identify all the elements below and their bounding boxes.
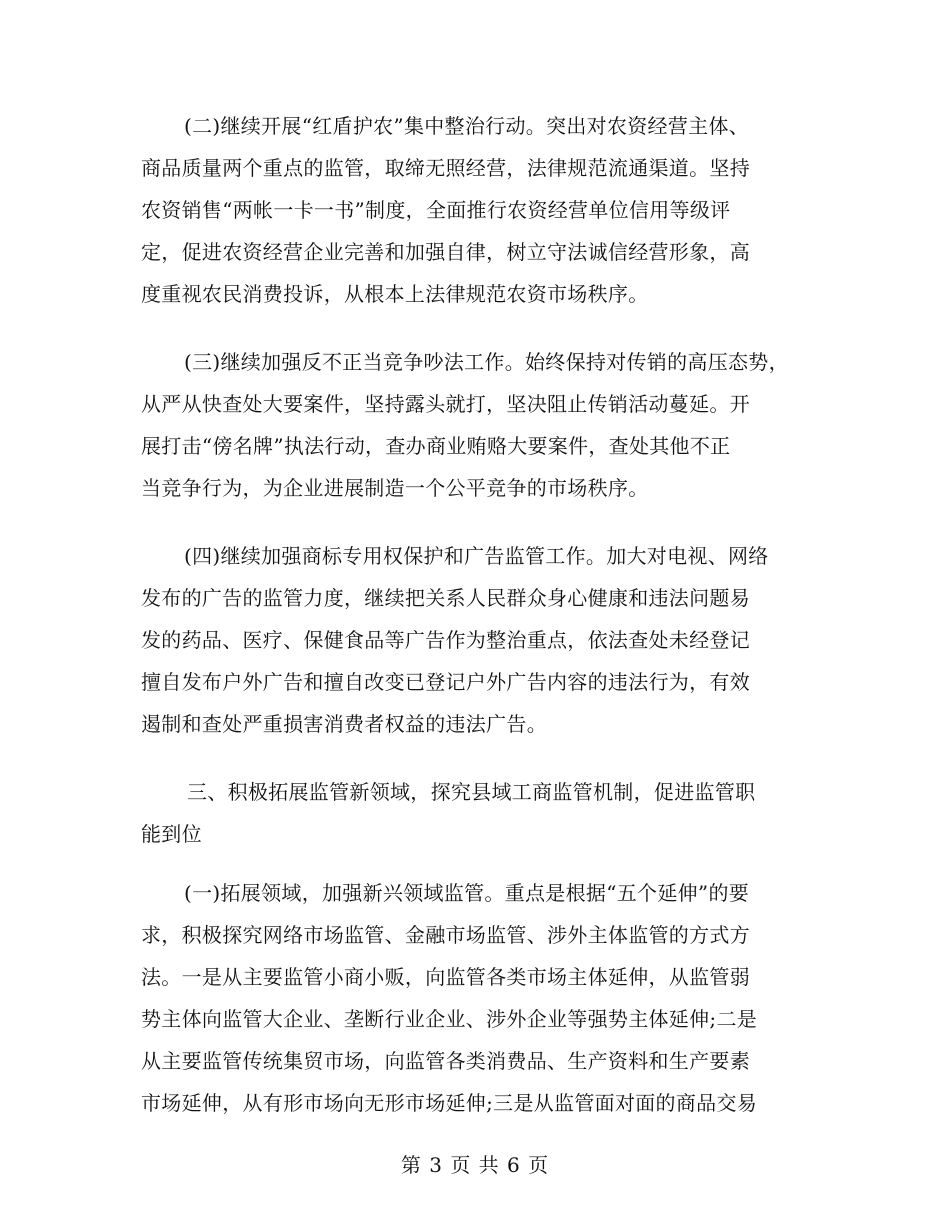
paragraph-line: 求，积极探究网络市场监管、金融市场监管、涉外主体监管的方式方	[141, 923, 750, 947]
paragraph-line: 擅自发布户外广告和擅自改变已登记户外广告内容的违法行为，有效	[141, 670, 750, 694]
paragraph-line: 度重视农民消费投诉，从根本上法律规范农资市场秩序。	[141, 282, 649, 306]
paragraph-line: (一)拓展领域，加强新兴领域监管。重点是根据“五个延伸”的要	[184, 881, 750, 905]
paragraph-line: 当竞争行为，为企业进展制造一个公平竞争的市场秩序。	[141, 476, 649, 500]
page-number-footer: 第 3 页 共 6 页	[400, 1153, 550, 1177]
paragraph-line: 从严从快查处大要案件，坚持露头就打，坚决阻止传销活动蔓延。开	[141, 392, 750, 416]
paragraph-line: 势主体向监管大企业、垄断行业企业、涉外企业等强势主体延伸;二是	[141, 1007, 758, 1031]
paragraph-line: 商品质量两个重点的监管，取缔无照经营，法律规范流通渠道。坚持	[141, 156, 750, 180]
paragraph-line: 法。一是从主要监管小商小贩，向监管各类市场主体延伸，从监管弱	[141, 965, 750, 989]
paragraph-line: 发布的广告的监管力度，继续把关系人民群众身心健康和违法问题易	[141, 586, 750, 610]
section-heading-line: 能到位	[141, 822, 202, 846]
paragraph-line: 定，促进农资经营企业完善和加强自律，树立守法诚信经营形象，高	[141, 240, 750, 264]
paragraph-line: 市场延伸，从有形市场向无形市场延伸;三是从监管面对面的商品交易	[141, 1091, 758, 1115]
paragraph-line: (二)继续开展“红盾护农”集中整治行动。突出对农资经营主体、	[184, 114, 750, 138]
paragraph-line: 农资销售“两帐一卡一书”制度，全面推行农资经营单位信用等级评	[141, 198, 731, 222]
paragraph-line: 发的药品、医疗、保健食品等广告作为整治重点，依法查处未经登记	[141, 628, 750, 652]
section-heading-line: 三、积极拓展监管新领域，探究县域工商监管机制，促进监管职	[187, 780, 756, 804]
paragraph-line: 从主要监管传统集贸市场，向监管各类消费品、生产资料和生产要素	[141, 1049, 750, 1073]
paragraph-line: 展打击“傍名牌”执法行动，查办商业贿赂大要案件，查处其他不正	[141, 434, 731, 458]
paragraph-line: (三)继续加强反不正当竞争吵法工作。始终保持对传销的高压态势，	[184, 350, 789, 374]
paragraph-line: (四)继续加强商标专用权保护和广告监管工作。加大对电视、网络	[184, 544, 769, 568]
paragraph-line: 遏制和查处严重损害消费者权益的违法广告。	[141, 712, 547, 736]
